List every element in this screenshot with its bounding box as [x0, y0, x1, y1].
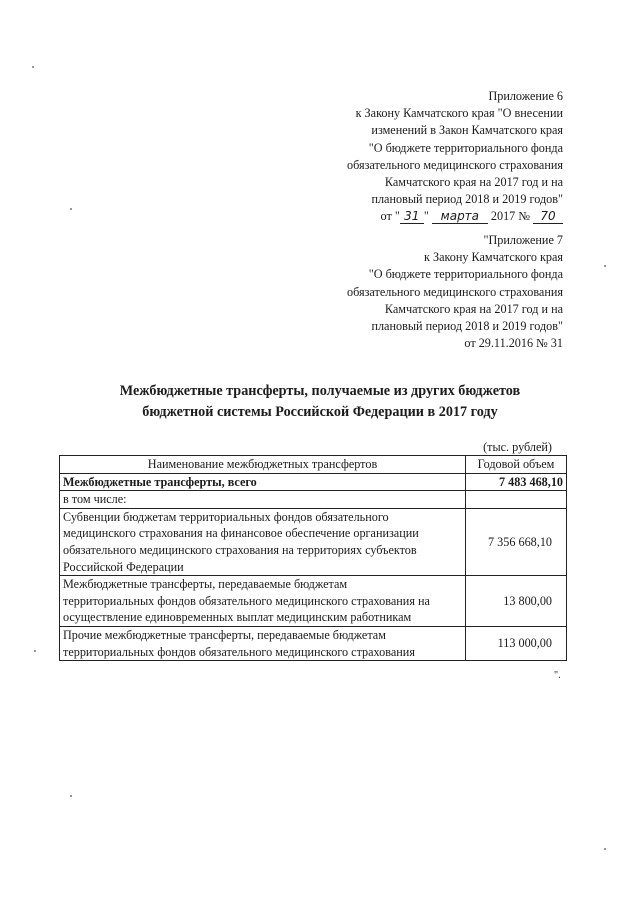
- row-name: [60, 576, 466, 627]
- row-name-line: осуществление единовременных выплат медицинским работникам: [63, 610, 412, 625]
- annex7-line: обязательного медицинского страхования: [347, 284, 563, 299]
- table-row: [60, 508, 567, 575]
- row-value: 113 000,00: [466, 626, 567, 660]
- annex7-line: плановый период 2018 и 2019 годов": [371, 319, 563, 334]
- annex7-line: "Приложение 7: [483, 233, 563, 247]
- year-number-label: 2017 №: [490, 209, 530, 224]
- units-label: (тыс. рублей): [483, 440, 552, 454]
- row-name: [60, 508, 466, 575]
- handwritten-day: 31: [400, 209, 424, 224]
- column-header-name: Наименование межбюджетных трансфертов: [60, 456, 466, 474]
- annex6-block: [263, 88, 563, 226]
- scan-speck: [604, 848, 606, 850]
- row-name-line: медицинского страхования на финансовое обеспечение организации: [63, 526, 419, 541]
- title-line: бюджетной системы Российской Федерации в 2017 году: [142, 404, 498, 420]
- transfers-table: [59, 455, 567, 661]
- table-header-row: [60, 456, 567, 474]
- row-name-line: Прочие межбюджетные трансферты, передаваемые бюджетам: [63, 627, 386, 642]
- row-value: 13 800,00: [466, 576, 567, 627]
- annex6-line: "О бюджете территориального фонда: [368, 140, 563, 155]
- row-name-line: территориальных фондов обязательного медицинского страхования на: [63, 593, 430, 608]
- total-value: 7 483 468,10: [466, 473, 567, 491]
- annex6-line: Приложение 6: [488, 89, 563, 103]
- annex7-block: [263, 232, 563, 352]
- annex6-line: обязательного медицинского страхования: [347, 157, 563, 172]
- annex7-line: к Закону Камчатского края: [424, 250, 563, 265]
- scan-speck: [70, 795, 72, 797]
- handwritten-month: марта: [432, 209, 488, 224]
- row-name-line: Российской Федерации: [63, 559, 184, 574]
- table-subheader-row: [60, 491, 567, 509]
- row-name-line: обязательного медицинского страхования на территориях субъектов: [63, 542, 417, 557]
- annex6-line: плановый период 2018 и 2019 годов": [371, 192, 563, 207]
- title-line: Межбюджетные трансферты, получаемые из других бюджетов: [119, 383, 521, 399]
- table-row: [60, 576, 567, 627]
- table-total-row: [60, 473, 567, 491]
- empty-cell: [466, 491, 567, 509]
- row-name-line: территориальных фондов обязательного медицинского страхования: [63, 644, 415, 659]
- handwritten-doc-number: 70: [533, 209, 563, 224]
- document-title: [60, 381, 580, 423]
- date-prefix: от ": [380, 209, 400, 224]
- scan-speck: [70, 208, 72, 210]
- row-value: 7 356 668,10: [466, 508, 567, 575]
- row-name: [60, 626, 466, 660]
- annex6-line: изменений в Закон Камчатского края: [371, 123, 563, 138]
- annex7-line: "О бюджете территориального фонда: [368, 267, 563, 282]
- annex7-line: Камчатского края на 2017 год и на: [384, 301, 563, 316]
- row-name-line: Межбюджетные трансферты, передаваемые бюджетам: [63, 577, 348, 592]
- scan-speck: [34, 650, 36, 652]
- annex6-date-line: [263, 208, 563, 225]
- scan-speck: [604, 265, 606, 267]
- subheader-label: в том числе:: [60, 491, 466, 509]
- annex6-line: к Закону Камчатского края "О внесении: [355, 106, 563, 121]
- column-header-volume: Годовой объем: [466, 456, 567, 474]
- row-name-line: Субвенции бюджетам территориальных фондов обязательного: [63, 509, 389, 524]
- annex6-line: Камчатского края на 2017 год и на: [384, 175, 563, 190]
- date-quote: ": [423, 209, 429, 224]
- scan-speck: [32, 66, 34, 68]
- total-name: Межбюджетные трансферты, всего: [60, 473, 466, 491]
- closing-quote-mark: ".: [554, 670, 561, 681]
- annex7-line: от 29.11.2016 № 31: [464, 336, 563, 351]
- table-row: [60, 626, 567, 660]
